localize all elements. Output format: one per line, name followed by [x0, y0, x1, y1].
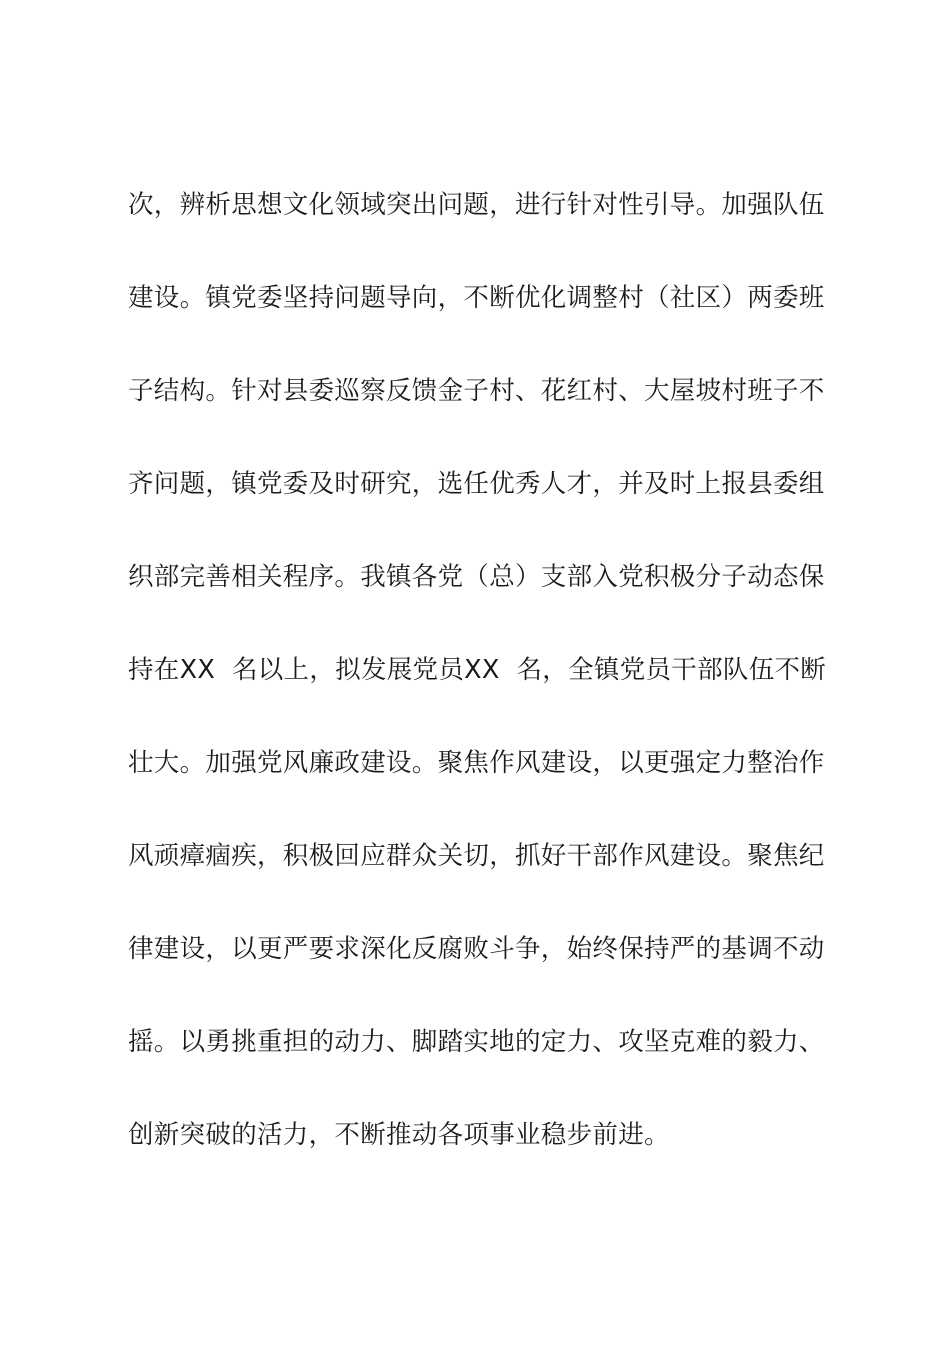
text-line: 创新突破的活力，不断推动各项事业稳步前进。 [128, 1120, 670, 1150]
text-line: 次，辨析思想文化领域突出问题，进行针对性引导。加强队伍 [128, 190, 825, 220]
text-line: 织部完善相关程序。我镇各党（总）支部入党积极分子动态保 [128, 562, 825, 592]
text-line: 齐问题，镇党委及时研究，选任优秀人才，并及时上报县委组 [128, 469, 825, 499]
text-line: 子结构。针对县委巡察反馈金子村、花红村、大屋坡村班子不 [128, 376, 825, 406]
text-line: 律建设，以更严要求深化反腐败斗争，始终保持严的基调不动 [128, 934, 825, 964]
text-line: 建设。镇党委坚持问题导向，不断优化调整村（社区）两委班 [128, 283, 825, 313]
text-line: 壮大。加强党风廉政建设。聚焦作风建设，以更强定力整治作 [128, 748, 825, 778]
text-line: 风顽瘴痼疾，积极回应群众关切，抓好干部作风建设。聚焦纪 [128, 841, 825, 871]
text-line: 摇。以勇挑重担的动力、脚踏实地的定力、攻坚克难的毅力、 [128, 1027, 825, 1057]
body-paragraph [128, 180, 832, 1203]
text-line: 持在XX 名以上，拟发展党员XX 名，全镇党员干部队伍不断 [128, 655, 827, 685]
